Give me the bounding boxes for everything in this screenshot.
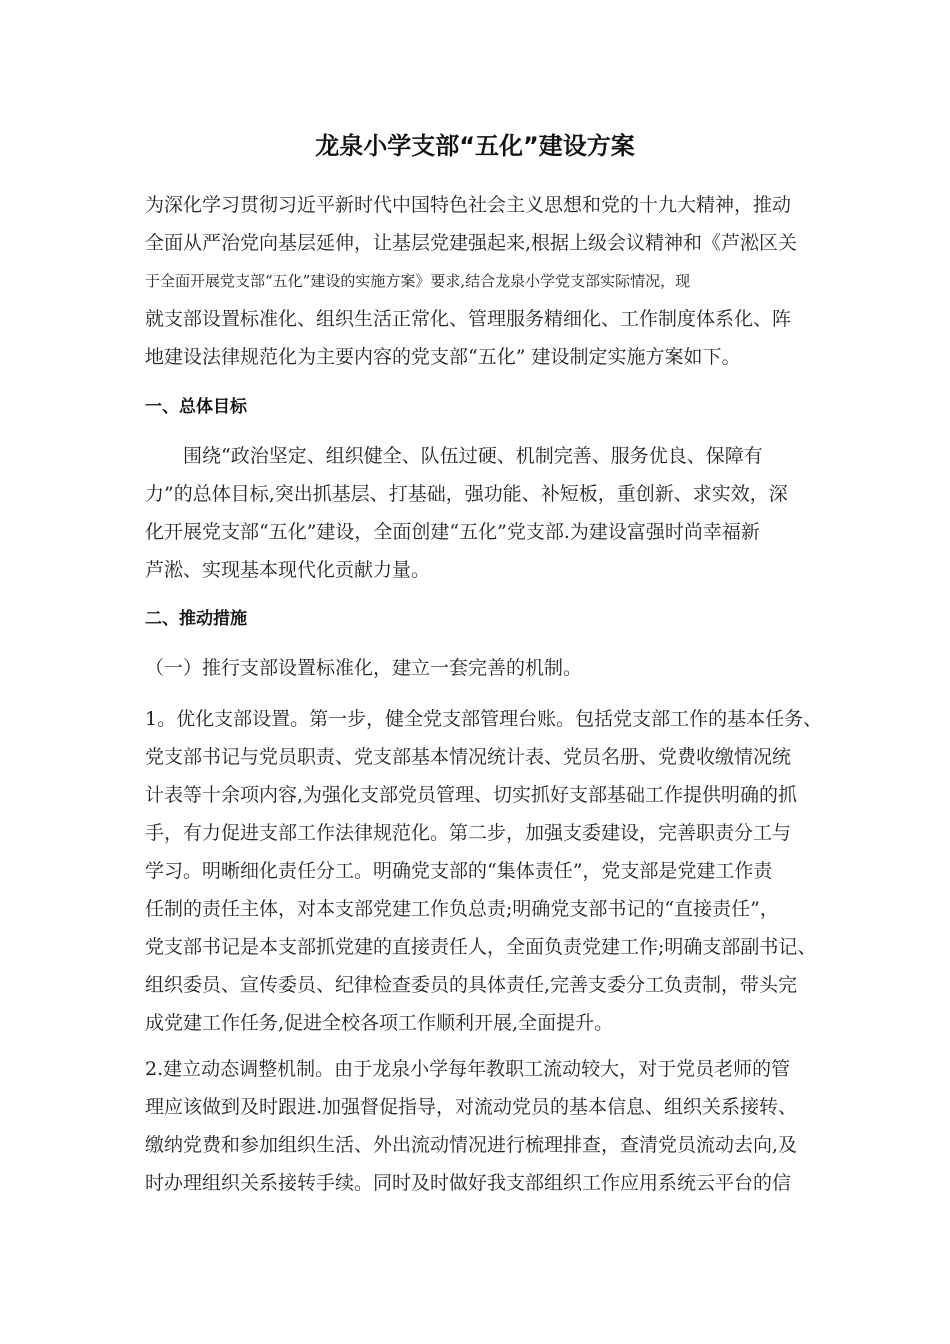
text-line: 为深化学习贯彻习近平新时代中国特色社会主义思想和党的十九大精神，推动	[145, 194, 792, 216]
goals-paragraph	[145, 437, 825, 589]
text-line: 力”的总体目标,突出抓基层、打基础，强功能、补短板，重创新、求实效，深	[145, 483, 788, 505]
text-line: 化开展党支部“五化”建设，全面创建“五化”党支部.为建设富强时尚幸福新	[145, 521, 760, 543]
text-line: 党支部书记与党员职责、党支部基本情况统计表、党员名册、党费收缴情况统	[145, 746, 792, 768]
text-line: 地建设法律规范化为主要内容的党支部“五化” 建设制定实施方案如下。	[145, 346, 741, 368]
text-line: 时办理组织关系接转手续。同时及时做好我支部组织工作应用系统云平台的信	[145, 1172, 792, 1194]
text-line: 于全面开展党支部“五化”建设的实施方案》要求,结合龙泉小学党支部实际情况，现	[145, 272, 691, 290]
section-heading-goals: 一、总体目标	[145, 397, 247, 417]
item-2-paragraph	[145, 1050, 825, 1202]
text-line: 理应该做到及时跟进.加强督促指导，对流动党员的基本信息、组织关系接转、	[145, 1096, 798, 1118]
text-line: 成党建工作任务,促进全校各项工作顺利开展,全面提升。	[145, 1012, 614, 1034]
text-line: 计表等十余项内容,为强化支部党员管理、切实抓好支部基础工作提供明确的抓	[145, 784, 798, 806]
document-title: 龙泉小学支部“五化”建设方案	[315, 132, 635, 160]
text-line: 手，有力促进支部工作法律规范化。第二步，加强支委建设，完善职责分工与	[145, 822, 792, 844]
text-line: 全面从严治党向基层延伸，让基层党建强起来,根据上级会议精神和《芦淞区关	[145, 232, 798, 254]
text-line: 学习。明晰细化责任分工。明确党支部的“集体责任”，党支部是党建工作责	[145, 860, 773, 882]
text-line: 组织委员、宣传委员、纪律检查委员的具体责任,完善支委分工负责制，带头完	[145, 974, 798, 996]
text-line: 党支部书记是本支部抓党建的直接责任人，全面负责党建工作;明确支部副书记、	[145, 936, 817, 958]
intro-paragraph	[145, 186, 825, 376]
text-line: 任制的责任主体，对本支部党建工作负总责;明确党支部书记的“直接责任”，	[145, 898, 779, 920]
item-1-paragraph	[145, 700, 825, 1042]
text-line: 2.建立动态调整机制。由于龙泉小学每年教职工流动较大，对于党员老师的管	[145, 1058, 791, 1080]
section-heading-measures: 二、推动措施	[145, 609, 247, 629]
text-line: 围绕“政治坚定、组织健全、队伍过硬、机制完善、服务优良、保障有	[183, 445, 763, 467]
subsection-heading	[145, 649, 825, 687]
text-line: 芦淞、实现基本现代化贡献力量。	[145, 559, 431, 581]
text-line: 1。优化支部设置。第一步，健全党支部管理台账。包括党支部工作的基本任务、	[145, 708, 823, 730]
text-line: 缴纳党费和参加组织生活、外出流动情况进行梳理排查，查清党员流动去向,及	[145, 1134, 798, 1156]
text-line: （一）推行支部设置标准化，建立一套完善的机制。	[145, 657, 583, 679]
text-line: 就支部设置标准化、组织生活正常化、管理服务精细化、工作制度体系化、阵	[145, 308, 792, 330]
